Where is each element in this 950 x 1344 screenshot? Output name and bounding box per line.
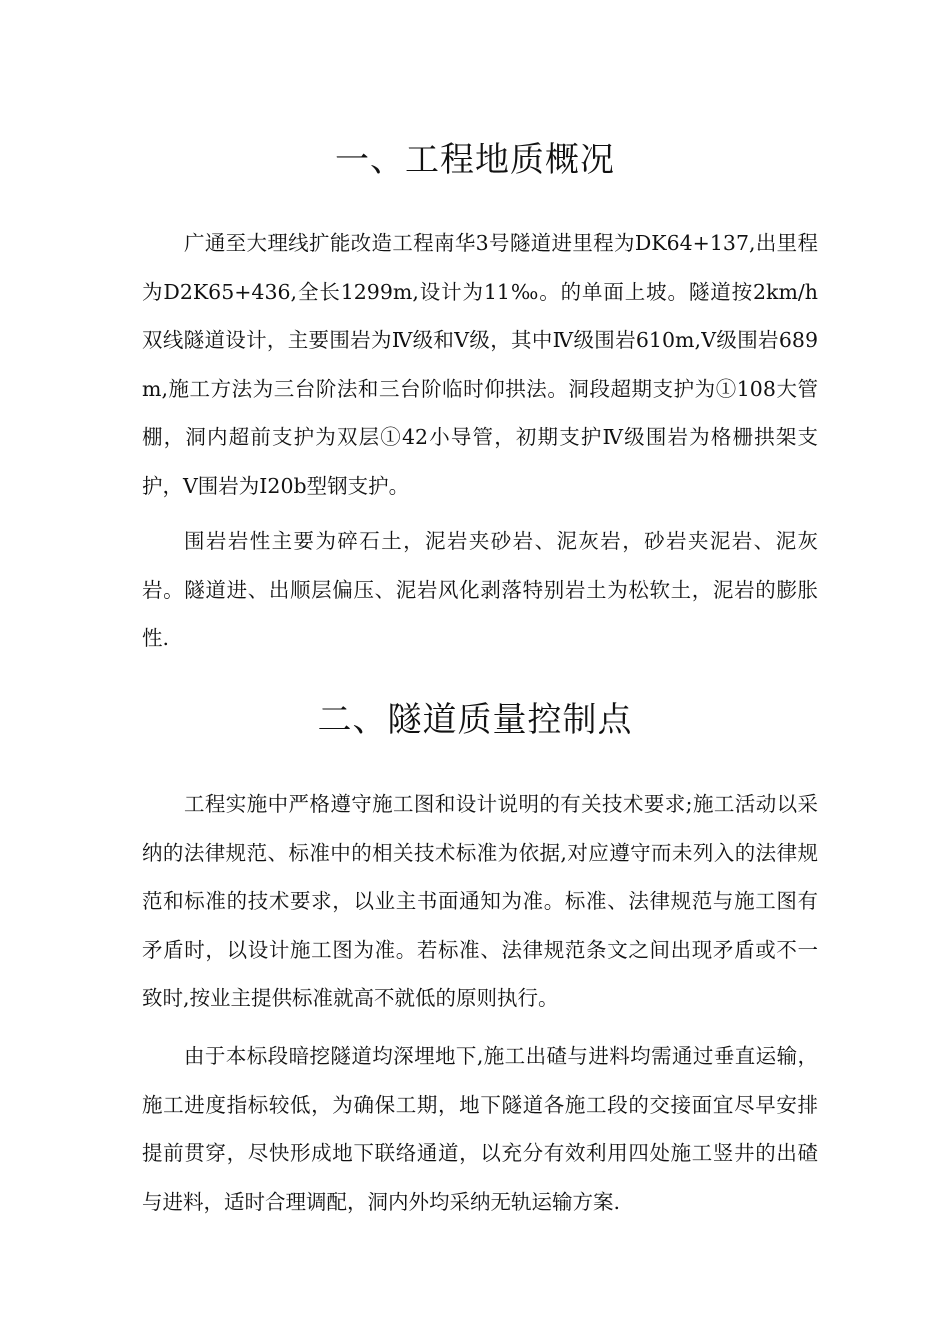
paragraph-project-overview: 广通至大理线扩能改造工程南华3号隧道进里程为DK64+137,出里程为D2K65+436,全长1299m,设计为11‰。的单面上坡。隧道按2km/h双线隧道设计，主要围岩为Ⅳ级和Ⅴ级，其中Ⅳ级围岩610m,Ⅴ级围岩689m,施工方法为三台阶法和三台阶临时仰拱法。洞段超期支护为①108大管棚，洞内超前支护为双层①42小导管，初期支护Ⅳ级围岩为格栅拱架支护，Ⅴ围岩为I20b型钢支护。 xyxy=(142,231,818,498)
paragraph-rock-properties: 围岩岩性主要为碎石土，泥岩夹砂岩、泥灰岩，砂岩夹泥岩、泥灰岩。隧道进、出顺层偏压、泥岩风化剥落特别岩土为松软土，泥岩的膨胀性. xyxy=(142,529,818,650)
paragraph-transport: 由于本标段暗挖隧道均深埋地下,施工出碴与进料均需通过垂直运输，施工进度指标较低，为确保工期，地下隧道各施工段的交接面宜尽早安排提前贯穿，尽快形成地下联络通道，以充分有效利用四处施工竖井的出碴与进料，适时合理调配，洞内外均采纳无轨运输方案. xyxy=(142,1044,818,1214)
paragraph-standards: 工程实施中严格遵守施工图和设计说明的有关技术要求;施工活动以采纳的法律规范、标准中的相关技术标准为依据,对应遵守而未列入的法律规范和标准的技术要求，以业主书面通知为准。标准、法律规范与施工图有矛盾时，以设计施工图为准。若标准、法律规范条文之间出现矛盾或不一致时,按业主提供标准就高不就低的原则执行。 xyxy=(142,792,818,1010)
section-heading-geology: 一、工程地质概况 xyxy=(335,140,615,180)
section-heading-quality-control: 二、隧道质量控制点 xyxy=(317,700,633,740)
